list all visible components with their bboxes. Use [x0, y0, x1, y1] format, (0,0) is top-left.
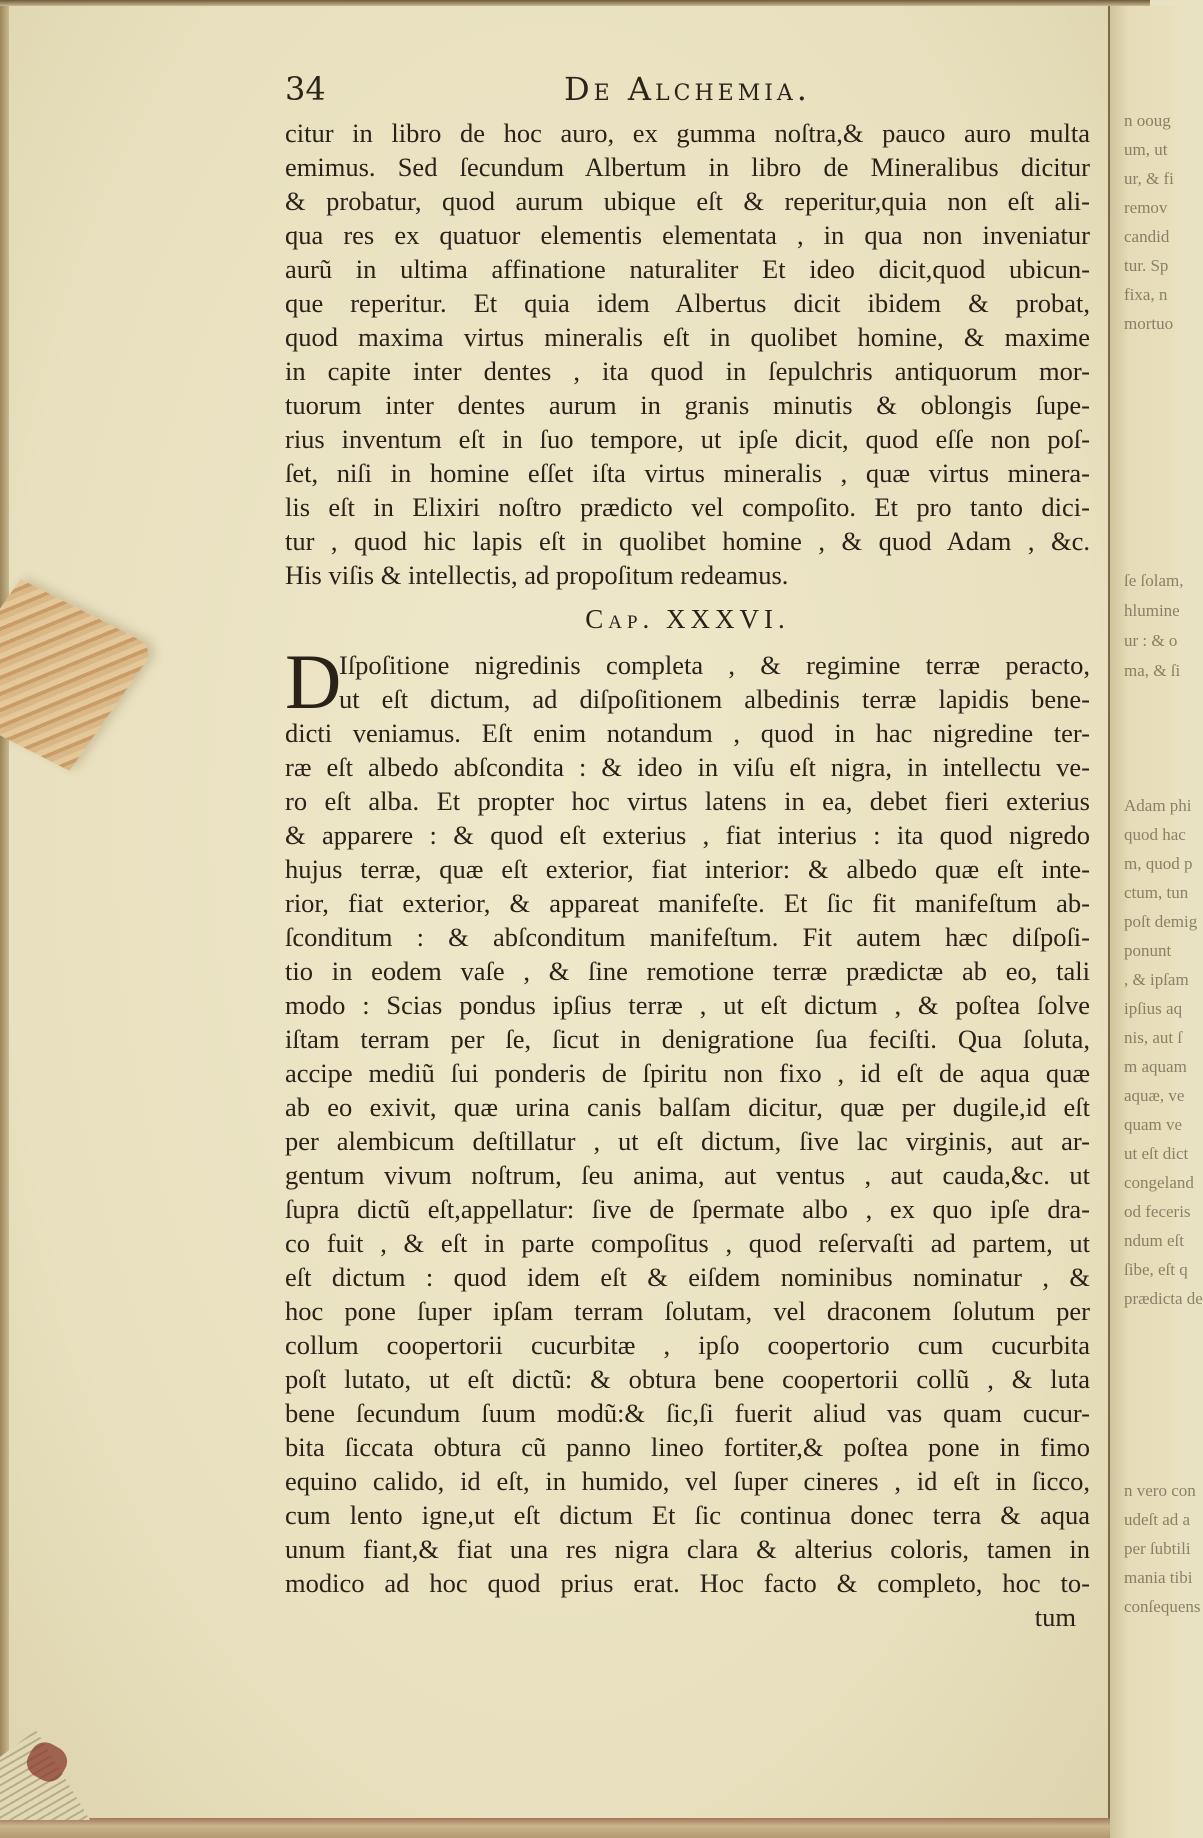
chapter-text [285, 716, 1090, 1600]
facing-page-fragment: prædicta de [1124, 1289, 1203, 1308]
text-line: ſet, niſi in homine eſſet iſta virtus mineralis , quæ virtus minera- [285, 458, 1090, 488]
facing-page-fragment: poſt demig [1124, 912, 1198, 931]
facing-page-fragment: ut eſt dict [1124, 1144, 1189, 1163]
text-line: equino calido, id eſt, in humido, vel ſuper cineres , id eſt in ſicco, [285, 1466, 1090, 1496]
facing-page-fragment: mania tibi [1124, 1568, 1193, 1587]
facing-page-fragment: mortuo [1124, 314, 1174, 333]
text-line: gentum vivum noſtrum, ſeu anima, aut ventus , aut cauda,&c. ut [285, 1160, 1090, 1190]
text-line: aurũ in ultima affinatione naturaliter Et ideo dicit,quod ubicun- [285, 254, 1090, 284]
facing-page-edge [1110, 6, 1203, 1838]
text-line: tur , quod hic lapis eſt in quolibet homine , & quod Adam , &c. [285, 526, 1090, 556]
facing-page-fragment: n ooug [1124, 111, 1171, 130]
text-line: accipe mediũ ſui ponderis de ſpiritu non fixo , id eſt de aqua quæ [285, 1058, 1090, 1088]
chapter-opening [285, 638, 1090, 725]
text-line: rior, fiat exterior, & appareat manifeſte. Et ſic fit manifeſtum ab- [285, 888, 1090, 918]
text-line: per alembicum deſtillatur , ut eſt dictum, ſive lac virginis, aut ar- [285, 1126, 1090, 1156]
chapter-heading: Cap. XXXVI. [585, 604, 790, 634]
text-line: bene ſecundum ſuum modũ:& ſic,ſi fuerit aliud vas quam cucur- [285, 1398, 1090, 1428]
text-line: ab eo exivit, quæ urina canis balſam dicitur, quæ per dugile,id eſt [285, 1092, 1090, 1122]
facing-page-fragment: congeland [1124, 1173, 1194, 1192]
facing-page-fragment: ctum, tun [1124, 883, 1189, 902]
facing-page-fragment: ma, & ſi [1124, 661, 1181, 680]
drop-cap: D [285, 638, 342, 725]
facing-page-fragment: ipſius aq [1124, 999, 1183, 1018]
text-line: poſt lutato, ut eſt dictũ: & obtura bene coopertorii collũ , & luta [285, 1364, 1090, 1394]
facing-page-fragment: per ſubtili [1124, 1539, 1191, 1558]
facing-page-fragment: od feceris [1124, 1202, 1191, 1221]
text-line: ut eſt dictum, ad diſpoſitionem albedinis terræ lapidis bene- [339, 684, 1090, 714]
text-line: eſt dictum : quod idem eſt & eiſdem nominibus nominatur , & [285, 1262, 1090, 1292]
text-line: iſtam terram per ſe, ſicut in denigratione ſua feciſti. Qua ſoluta, [285, 1024, 1090, 1054]
text-line: ſconditum : & abſconditum manifeſtum. Fit autem hæc diſpoſi- [285, 922, 1090, 952]
facing-page-fragment: n vero con [1124, 1481, 1196, 1500]
facing-page-fragment: conſequens [1124, 1597, 1201, 1616]
text-line: dicti veniamus. Eſt enim notandum , quod in hac nigredine ter- [285, 718, 1090, 748]
facing-page-fragment: fixa, n [1124, 285, 1168, 304]
text-line: bita ſiccata obtura cũ panno lineo fortiter,& poſtea pone in fimo [285, 1432, 1090, 1462]
page-top-edge [0, 0, 1150, 6]
facing-page-fragment: quam ve [1124, 1115, 1183, 1134]
running-title: De Alchemia. [564, 70, 811, 108]
text-line: modo : Scias pondus ipſius terræ , ut eſt dictum , & poſtea ſolve [285, 990, 1090, 1020]
facing-page-fragment: ur : & o [1124, 631, 1178, 650]
facing-page-fragment: candid [1124, 227, 1170, 246]
facing-page-fragment: ndum eſt [1124, 1231, 1184, 1250]
facing-page-fragment: hlumine [1124, 601, 1180, 620]
text-line: qua res ex quatuor elementis elementata , in qua non inveniatur [285, 220, 1090, 250]
text-line: cum lento igne,ut eſt dictum Et ſic continua donec terra & aqua [285, 1500, 1090, 1530]
preceding-chapter-text [285, 116, 1090, 592]
text-line: Iſpoſitione nigredinis completa , & regimine terræ peracto, [339, 650, 1090, 680]
text-line: emimus. Sed ſecundum Albertum in libro de Mineralibus dicitur [285, 152, 1090, 182]
text-line: in capite inter dentes , ita quod in ſepulchris antiquorum mor- [285, 356, 1090, 386]
text-line: & apparere : & quod eſt exterius , fiat interius : ita quod nigredo [285, 820, 1090, 850]
facing-page-fragment: quod hac [1124, 825, 1186, 844]
text-line: ræ eſt albedo abſcondita : & ideo in viſu eſt nigra, in intellectu ve- [285, 752, 1090, 782]
facing-page-fragment: ſe ſolam, [1124, 571, 1184, 590]
catchword: tum [1034, 1602, 1076, 1632]
text-line: co fuit , & eſt in parte compoſitus , quod reſervaſti ad partem, ut [285, 1228, 1090, 1258]
facing-page-fragment: m, quod p [1124, 854, 1193, 873]
text-line: rius inventum eſt in ſuo tempore, ut ipſe dicit, quod eſſe non poſ- [285, 424, 1090, 454]
facing-page-fragment: udeſt ad a [1124, 1510, 1191, 1529]
text-line: lis eſt in Elixiri noſtro prædicto vel compoſito. Et pro tanto dici- [285, 492, 1090, 522]
text-line: tio in eodem vaſe , & ſine remotione terræ prædictæ ab eo, tali [285, 956, 1090, 986]
page-left-edge [0, 0, 9, 1830]
facing-page-fragment: ur, & fi [1124, 169, 1174, 188]
text-line: unum fiant,& fiat una res nigra clara & alterius coloris, tamen in [285, 1534, 1090, 1564]
facing-page-fragment: tur. Sp [1124, 256, 1169, 275]
text-line: ro eſt alba. Et propter hoc virtus latens in ea, debet fieri exterius [285, 786, 1090, 816]
text-line: tuorum inter dentes aurum in granis minutis & oblongis ſupe- [285, 390, 1090, 420]
page-number: 34 [285, 70, 326, 108]
text-line: collum coopertorii cucurbitæ , ipſo coopertorio cum cucurbita [285, 1330, 1090, 1360]
drop-cap-lines [285, 638, 1090, 725]
text-line: modico ad hoc quod prius erat. Hoc facto & completo, hoc to- [285, 1568, 1090, 1598]
page-body-text [285, 116, 1090, 1634]
facing-page-fragment: ſibe, eſt q [1124, 1260, 1188, 1279]
facing-page-fragment: m aquam [1124, 1057, 1187, 1076]
page-header [285, 70, 1090, 114]
text-line: hoc pone ſuper ipſam terram ſolutam, vel draconem ſolutum per [285, 1296, 1090, 1326]
text-line: hujus terræ, quæ eſt exterior, fiat interior: & albedo quæ eſt inte- [285, 854, 1090, 884]
text-line: ſupra dictũ eſt,appellatur: ſive de ſpermate albo , ex quo ipſe dra- [285, 1194, 1090, 1224]
text-line: quod maxima virtus mineralis eſt in quolibet homine, & maxime [285, 322, 1090, 352]
facing-page-fragment: aquæ, ve [1124, 1086, 1185, 1105]
facing-page-fragment: remov [1124, 198, 1168, 217]
facing-page-fragment: ponunt [1124, 941, 1172, 960]
facing-page-fragment: Adam phi [1124, 796, 1192, 815]
text-line: que reperitur. Et quia idem Albertus dicit ibidem & probat, [285, 288, 1090, 318]
text-line: citur in libro de hoc auro, ex gumma noſtra,& pauco auro multa [285, 118, 1090, 148]
text-line: His viſis & intellectis, ad propoſitum redeamus. [285, 560, 789, 590]
facing-page-fragment: um, ut [1124, 140, 1168, 159]
text-line: & probatur, quod aurum ubique eſt & reperitur,quia non eſt ali- [285, 186, 1090, 216]
page-bottom-edge [0, 1818, 1120, 1838]
facing-page-fragment: nis, aut ſ [1124, 1028, 1183, 1047]
facing-page-fragment: , & ipſam [1124, 970, 1189, 989]
